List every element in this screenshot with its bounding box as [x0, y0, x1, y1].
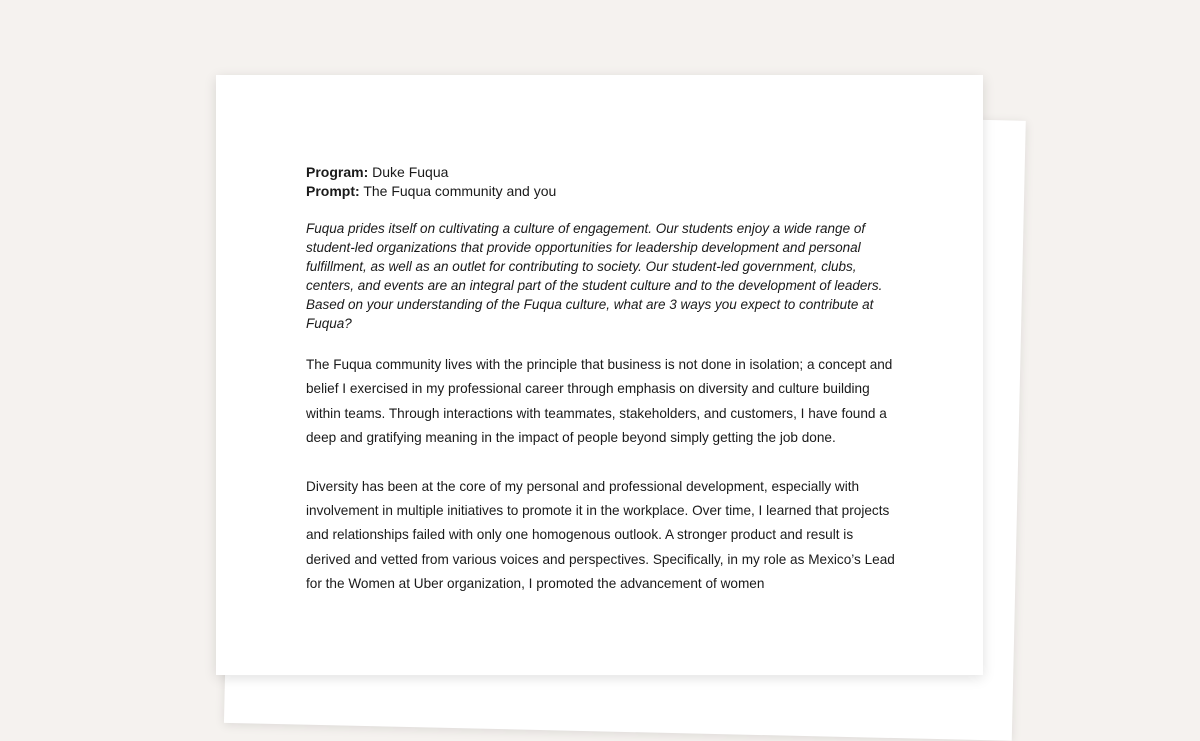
prompt-label: Prompt: — [306, 183, 360, 199]
prompt-value: The Fuqua community and you — [363, 183, 557, 199]
document-content — [306, 163, 906, 597]
prompt-line — [306, 182, 906, 201]
essay-paragraph-1: The Fuqua community lives with the principle that business is not done in isolation; a concept and belief I exercised in my professional career through emphasis on diversity and culture building within teams. Through interactions with teammates, stakeholders, and customers, I have found a deep and gratifying meaning in the impact of people beyond simply getting the job done. — [306, 357, 893, 446]
program-value: Duke Fuqua — [372, 164, 449, 180]
essay-paragraph-2: Diversity has been at the core of my personal and professional development, especially with involvement in multiple initiatives to promote it in the workplace. Over time, I learned that projects and relationships failed with only one homogenous outlook. A stronger product and result is derived and vetted from various voices and perspectives. Specifically, in my role as Mexico’s Lead for the Women at Uber organization, I promoted the advancement of women — [306, 478, 895, 592]
program-label: Program: — [306, 164, 369, 180]
program-line — [306, 163, 906, 182]
document-page — [216, 75, 983, 675]
essay-prompt-text: Fuqua prides itself on cultivating a culture of engagement. Our students enjoy a wide range of student-led organizations that provide opportunities for leadership development and personal fulfillment, as well as an outlet for contributing to society. Our student-led government, clubs, centers, and events are an integral part of the student culture and to the development of leaders. Based on your understanding of the Fuqua culture, what are 3 ways you expect to contribute at Fuqua? — [306, 221, 883, 331]
